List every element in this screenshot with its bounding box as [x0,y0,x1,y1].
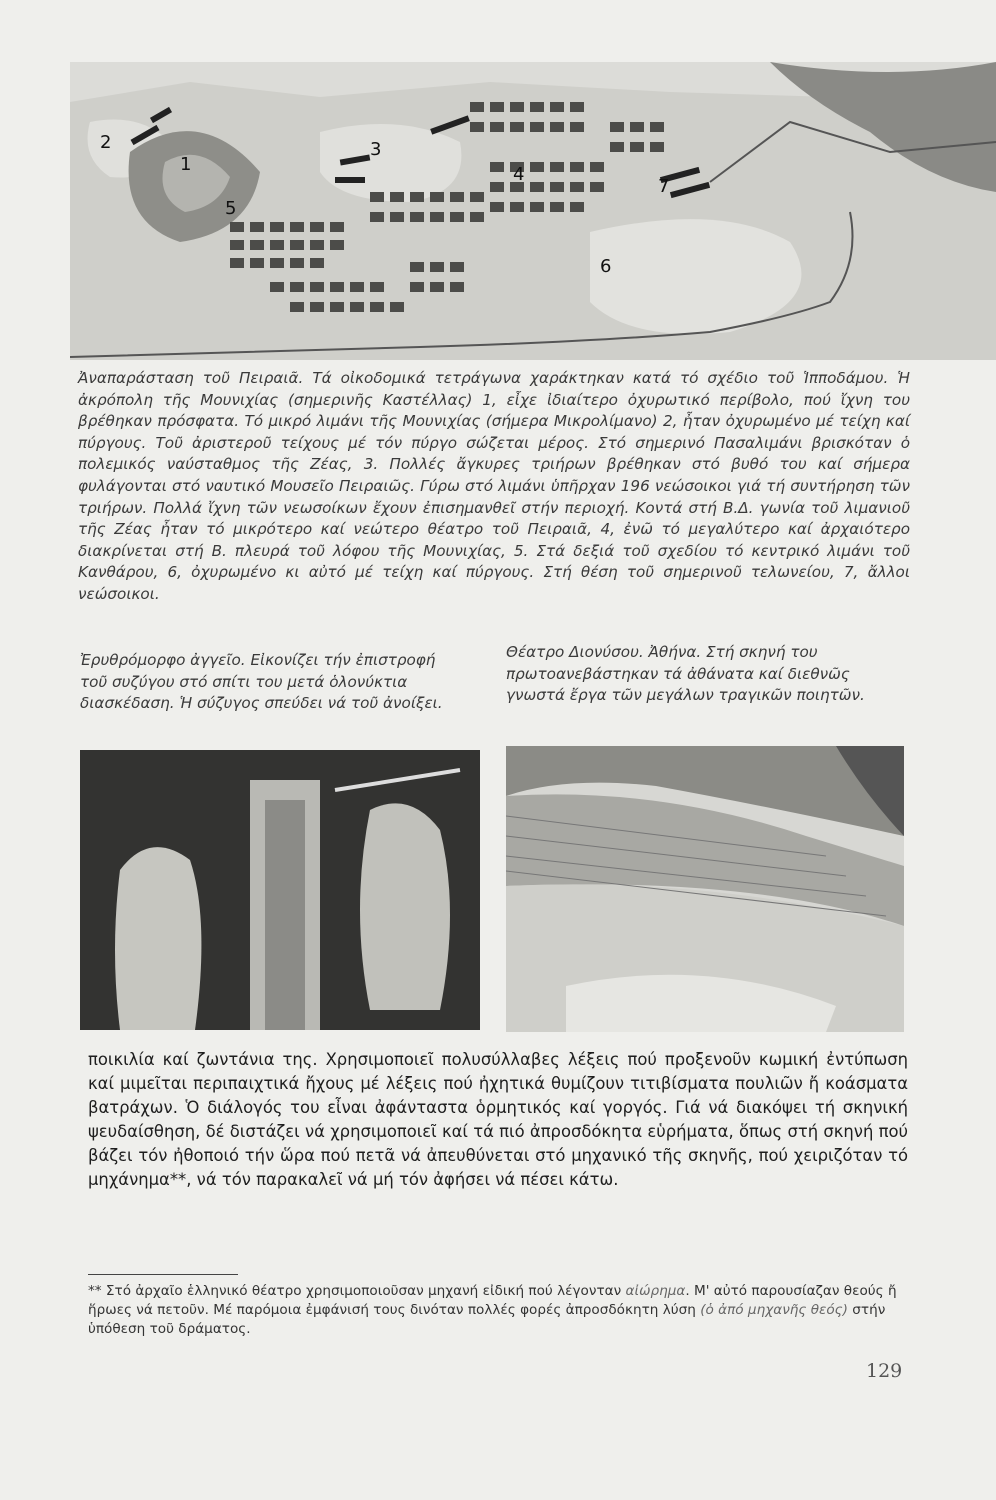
footnote-text-3: στήν ὑπόθεση τοῦ δράματος. [88,1302,886,1337]
map-label-5: 5 [225,198,237,219]
footnote-text-1: Στό ἀρχαῖο ἑλληνικό θέατρο χρησιμοποιοῦσαν μηχανή εἰδική πού λέγονταν [101,1283,626,1299]
footnote-separator [88,1274,238,1275]
piraeus-map-drawing [70,62,996,360]
theatre-caption: Θέατρο Διονύσου. Ἀθήνα. Στή σκηνή του πρωτοανεβάστηκαν τά ἀθάνατα καί διεθνῶς γνωστά ἔργα τῶν μεγάλων τραγικῶν ποιητῶν. [506,643,865,705]
vase-photo [80,750,480,1030]
map-label-7: 7 [658,176,670,197]
piraeus-map-image [70,62,996,360]
footnote-term-2: (ὁ ἀπό μηχανῆς θεός) [700,1302,848,1318]
footnote-text-2: . Μ' αὐτό παρουσίαζαν θεούς ἤ ἥρωες νά πετοῦν. Μέ παρόμοια ἐμφάνισή τους δινόταν πολλές φορές ἀπροσδόκητη λύση [88,1283,897,1318]
map-caption: Ἀναπαράσταση τοῦ Πειραιᾶ. Τά οἰκοδομικά τετράγωνα χαράκτηκαν κατά τό σχέδιο τοῦ Ἱπποδάμου. Ἡ ἀκρόπολη τῆς Μουνιχίας (σημερινῆς Καστέλλας) 1, εἶχε ἰδιαίτερο ὀχυρωτικό περίβολο, πού ἴχνη του βρέθηκαν πρόσφατα. Τό μικρό λιμάνι τῆς Μουνιχίας (σήμερα Μικρολίμανο) 2, ἦταν ὀχυρωμένο μέ τείχη καί πύργους. Τοῦ ἀριστεροῦ τείχους μέ τόν πύργο σώζεται μέρος. Στό σημερινό Πασαλιμάνι βρισκόταν ὁ πολεμικός ναύσταθμος τῆς Ζέας, 3. Πολλές ἄγκυρες τριήρων βρέθηκαν στό βυθό του καί σήμερα φυλάγονται στό ναυτικό Μουσεῖο Πειραιῶς. Γύρω στό λιμάνι ὑπῆρχαν 196 νεώσοικοι γιά τή συντήρηση τῶν τριήρων. Πολλά ἴχνη τῶν νεωσοίκων ἔχουν ἐπισημανθεῖ στήν περιοχή. Κοντά στή Β.Δ. γωνία τοῦ λιμανιοῦ τῆς Ζέας ἦταν τό μικρότερο καί νεώτερο θέατρο τοῦ Πειραιᾶ, 4, ἐνῶ τό μεγαλύτερο καί ἀρχαιότερο διακρίνεται στή Β. πλευρά τοῦ λόφου τῆς Μουνιχίας, 5. Στά δεξιά τοῦ σχεδίου τό κεντρικό λιμάνι τοῦ Κανθάρου, 6, ὀχυρωμένο κι αὐτό μέ τείχη καί πύργους. Στή θέση τοῦ σημερινοῦ τελωνείου, 7, ἄλλοι νεώσοικοι. [78,369,910,603]
map-label-2: 2 [100,132,112,153]
page-number: 129 [866,1360,903,1382]
vase-caption: Ἐρυθρόμορφο ἀγγεῖο. Εἰκονίζει τήν ἐπιστροφή τοῦ συζύγου στό σπίτι του μετά ὁλονύκτια διασκέδαση. Ἡ σύζυγος σπεύδει νά τοῦ ἀνοίξει. [80,651,443,713]
footnote [88,1282,908,1339]
footnote-marker: ** [88,1283,102,1299]
map-label-4: 4 [513,164,525,185]
body-paragraph: ποικιλία καί ζωντάνια της. Χρησιμοποιεῖ πολυσύλλαβες λέξεις πού προξενοῦν κωμική ἐντύπωση καί μιμεῖται περιπαιχτικά ἤχους μέ λέξεις πού ἠχητικά θυμίζουν τιτιβίσματα πουλιῶν ἤ κοάσματα βατράχων. Ὁ διάλογός του εἶναι ἀφάνταστα ὁρμητικός καί γοργός. Γιά νά διακόψει τή σκηνική ψευδαίσθηση, δέ διστάζει νά χρησιμοποιεῖ καί τά πιό ἀπροσδόκητα εὑρήματα, ὅπως στή σκηνή πού βάζει τόν ἠθοποιό τήν ὥρα πού πετᾶ νά ἀπευθύνεται στό μηχανικό τῆς σκηνῆς, πού χειριζόταν τό μηχάνημα**, νά τόν παρακαλεῖ νά μή τόν ἀφήσει νά πέσει κάτω. [88,1050,908,1189]
theatre-drawing [506,746,904,1032]
map-label-6: 6 [600,256,612,277]
map-label-3: 3 [370,139,382,160]
footnote-term: αἰώρημα [625,1283,686,1299]
theatre-photo [506,746,904,1032]
map-label-1: 1 [180,154,192,175]
vase-drawing [80,750,480,1030]
